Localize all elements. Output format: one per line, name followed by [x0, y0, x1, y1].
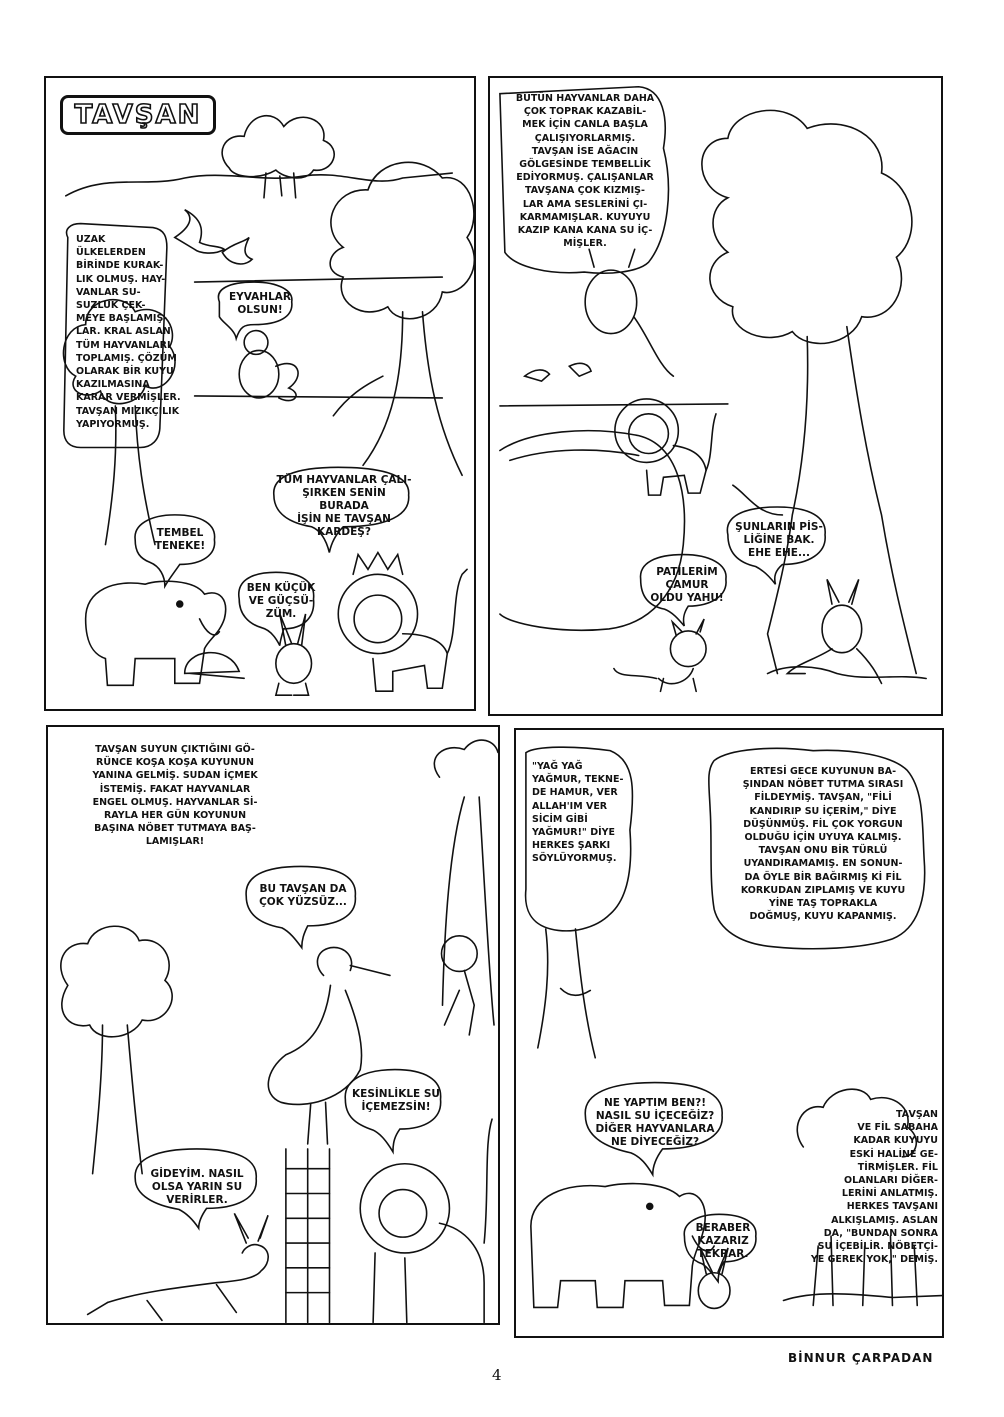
stork-speech: BU TAVŞAN DA ÇOK YÜZSÜZ...	[259, 883, 347, 908]
panel-3-narration: TAVŞAN SUYUN ÇIKTIĞINI GÖ- RÜNCE KOŞA KOŞA KUYUNUN YANINA GELMİŞ. SUDAN İÇMEK İSTEMİŞ. FAKAT HAYVANLAR ENGEL OLMUŞ. HAYVANLAR Sİ- RAYLA HER GÜN KOYUNUN BAŞINA NÖBET TUTMAYA BAŞ- LAMIŞLAR!	[92, 744, 258, 848]
comic-panel-3	[46, 725, 500, 1325]
elephant-speech: BERABER KAZARIZ TEKRAR.	[695, 1222, 751, 1260]
lion-speech: TÜM HAYVANLAR ÇALI- ŞIRKEN SENİN BURADA İŞİN NE TAVŞAN KARDEŞ?	[276, 474, 412, 538]
page-number: 4	[492, 1366, 502, 1384]
panel-4-narration: ERTESİ GECE KUYUNUN BA- ŞINDAN NÖBET TUTMA SIRASI FİLDEYMİŞ. TAVŞAN, "FİLİ KANDIRIP SU İÇERİM," DİYE DÜŞÜNMÜŞ. FİL ÇOK YORGUN OLDUĞU İÇİN UYUYA KALMIŞ. TAVŞAN ONU BİR TÜRLÜ UYANDIRAMAMIŞ. EN SONUN- DA ÖYLE BİR BAĞIRMIŞ Kİ FİL KORKUDAN ZIPLAMIŞ VE KUYU YİNE TAŞ TOPRAKLA DOĞMUŞ, KUYU KAPANMIŞ.	[740, 766, 906, 923]
panel-1-narration: UZAK ÜLKELERDEN BİRİNDE KURAK- LIK OLMUŞ. HAY- VANLAR SU- SUZLUK ÇEK- MEYE BAŞLAMIŞ- LAR. KRAL ASLAN TÜM HAYVANLARI TOPLAMIŞ. ÇÖZÜM OLARAK BİR KUYU KAZILMASINA KARAR VERMİŞLER. TAVŞAN MIZIKÇILIK YAPIYORMUŞ.	[76, 234, 181, 430]
rabbit-speech: GİDEYİM. NASIL OLSA YARIN SU VERİRLER.	[150, 1168, 244, 1206]
panel-4-song: "YAĞ YAĞ YAĞMUR, TEKNE- DE HAMUR, VER ALLAH'IM VER SİCİM GİBİ YAĞMUR!" DİYE HERKES ŞARKI SÖYLÜYORMUŞ.	[532, 761, 624, 865]
squirrel-speech: EYVAHLAR OLSUN!	[228, 291, 291, 316]
author-credit: BİNNUR ÇARPADAN	[788, 1351, 934, 1365]
panel-2-narration: BÜTÜN HAYVANLAR DAHA ÇOK TOPRAK KAZABİL- MEK İÇİN CANLA BAŞLA ÇALIŞIYORLARMIŞ. TAVŞAN İSE AĞACIN GÖLGESİNDE TEMBELLİK EDİYORMUŞ. ÇALIŞANLAR TAVŞANA ÇOK KIZMIŞ- LAR AMA SESLERİNİ ÇI- KARMAMIŞLAR. KUYUYU KAZIP KANA KANA SU İÇ- MİŞLER.	[515, 93, 655, 250]
rabbit-speech: BEN KÜÇÜK VE GÜÇSÜ- ZÜM.	[246, 582, 316, 620]
cat-speech: PATİLERİM ÇAMUR OLDU YAHU!	[650, 566, 724, 604]
comic-panel-4	[514, 728, 944, 1338]
rabbit-speech: NE YAPTIM BEN?! NASIL SU İÇECEĞİZ? DİĞER HAYVANLARA NE DİYECEĞİZ?	[595, 1097, 715, 1148]
rabbit-speech: ŞUNLARIN PİS- LİĞİNE BAK. EHE EHE...	[735, 521, 823, 559]
page-title: TAVŞAN	[60, 95, 216, 135]
comic-panel-2	[488, 76, 943, 716]
elephant-speech: TEMBEL TENEKE!	[154, 527, 206, 552]
lion-speech: KESİNLİKLE SU İÇEMEZSİN!	[352, 1088, 440, 1113]
comic-panel-1	[44, 76, 476, 711]
panel-4-ending: TAVŞAN VE FİL SABAHA KADAR KUYUYU ESKİ HALİNE GE- TİRMİŞLER. FİL OLANLARI DİĞER- LERİNİ ANLATMIŞ. HERKES TAVŞANI ALKIŞLAMIŞ. ASLAN DA, "BUNDAN SONRA SU İÇEBİLİR. NÖBETÇİ- YE GEREK YOK," DEMİŞ.	[810, 1109, 938, 1266]
